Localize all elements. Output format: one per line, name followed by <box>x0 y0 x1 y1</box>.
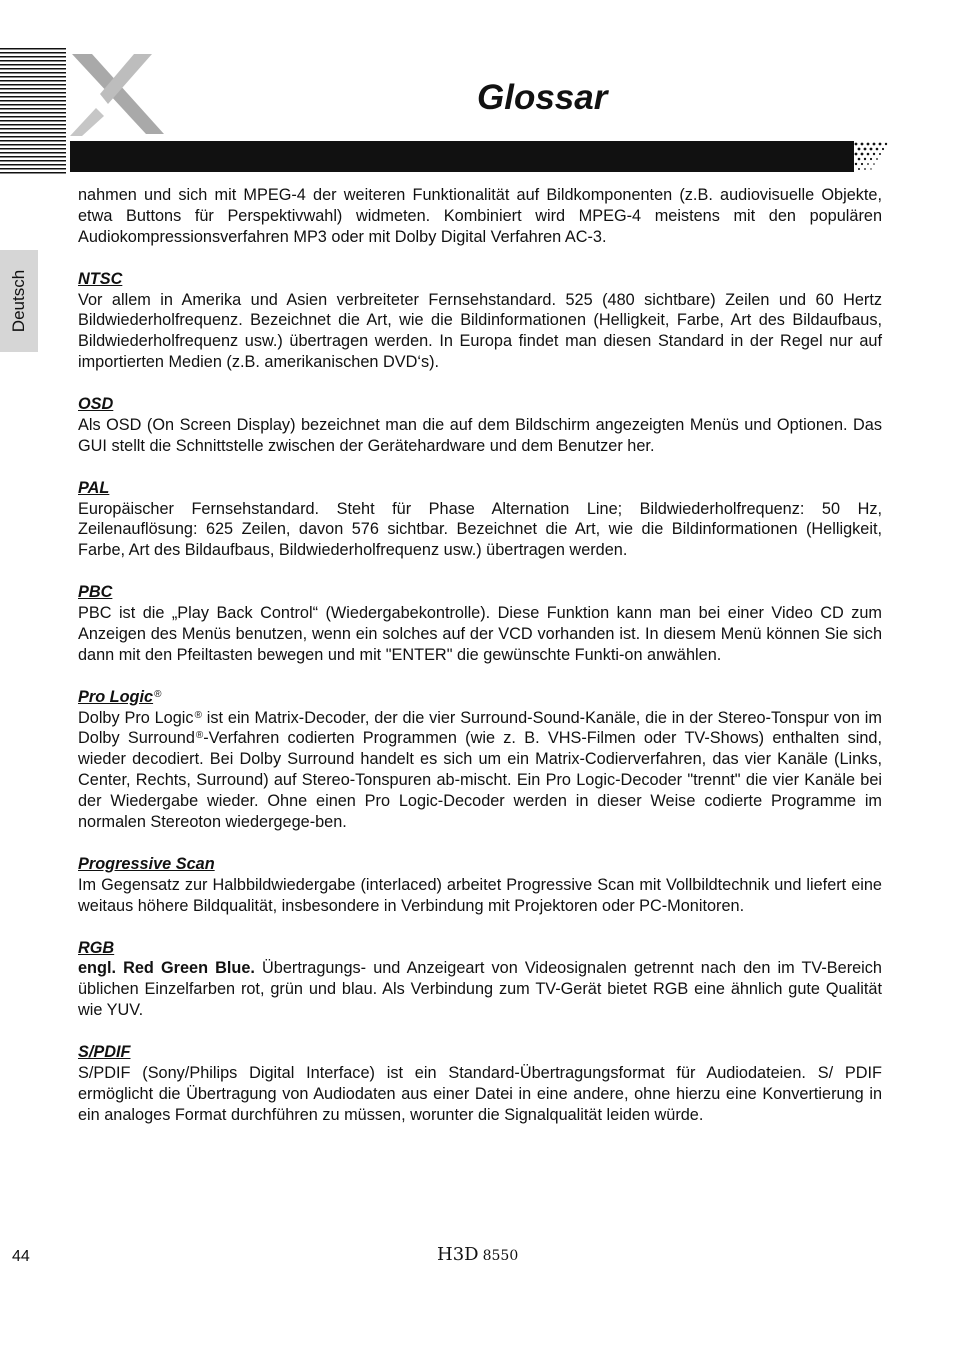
term-definition: S/PDIF (Sony/Philips Digital Interface) ist ein Standard-Übertragungsformat für Audiodateien. S/ PDIF ermöglicht die Übertragung von Audiodaten aus einer Datei in eine andere, ohne hierzu eine Konvertierung in ein analoges Format durchführen zu müssen, worunter die Signalqualität leiden würde. <box>78 1063 882 1124</box>
registered-mark: ® <box>195 730 204 742</box>
language-tab-label: Deutsch <box>9 269 28 333</box>
entry-ntsc <box>78 269 882 374</box>
entry-spdif <box>78 1042 882 1126</box>
entry-progressive-scan <box>78 854 882 917</box>
term-heading: NTSC <box>78 269 123 288</box>
term-definition: Vor allem in Amerika und Asien verbreiteter Fernsehstandard. 525 (480 sichtbare) Zeilen und 60 Hertz Bildwiederholfrequenz. Bezeichnet die Art, wie die Bildinformationen (Helligkeit, Farbe, Art des Bildaufbaus, Bildwiederholfrequenz usw.) übertragen werden. In Europa findet man diesen Standard in der Regel nur auf importierten Medien (z.B. amerikanischen DVD‘s). <box>78 290 882 372</box>
registered-mark: ® <box>194 709 202 721</box>
term-heading: S/PDIF <box>78 1043 131 1062</box>
definition-part: ist ein Matrix-Decoder, der die vier Surround-Sound-Kanäle, die in der Stereo-Tonspur von im Dolby Surround <box>78 708 882 748</box>
term-heading: OSD <box>78 395 114 414</box>
definition-part: Übertragungs- und Anzeigeart von Videosignalen getrennt nach den im TV-Bereich üblichen Einzelfarben rot, grün und blau. Als Verbindung zum TV-Gerät bietet RGB eine ähnlich gute Qualität wie YUV. <box>78 959 882 1020</box>
entry-pal <box>78 478 882 562</box>
dot-pattern-icon <box>852 141 892 172</box>
entry-osd <box>78 394 882 457</box>
entry-pro-logic <box>78 687 882 833</box>
term-definition: Als OSD (On Screen Display) bezeichnet man die auf dem Bildschirm angezeigten Menüs und Optionen. Das GUI stellt die Schnittstelle zwischen der Gerätehardware und dem Benutzer her. <box>78 415 882 455</box>
language-tab <box>0 250 38 352</box>
term-definition <box>78 958 882 1021</box>
term-heading: PBC <box>78 583 113 602</box>
xoro-logo-icon <box>66 52 170 136</box>
term-definition: Im Gegensatz zur Halbbildwiedergabe (interlaced) arbeitet Progressive Scan mit Vollbildtechnik und liefert eine weitaus höhere Bildqualität, insbesondere in Verbindung mit Projektoren oder PC-Monitoren. <box>78 875 882 915</box>
term-definition <box>78 708 882 833</box>
registered-mark: ® <box>154 688 162 700</box>
page-number: 44 <box>12 1248 30 1265</box>
definition-part: -Verfahren codierten Programmen (wie z. B. VHS-Filmen oder TV-Shows) enthalten sind, wieder decodiert. Bei Dolby Surround handelt es sich um ein Matrix-Codierverfahren, das vier Kanäle (Links, Center, Rechts, Surround) auf Stereo-Tonspuren ab-mischt. Ein Pro Logic-Decoder "trennt" die vier Kanäle bei der Wiedergabe wieder. Ohne einen Pro Logic-Decoder werden in dieser Weise codierte Programme im normalen Stereoton wiedergege-ben. <box>78 729 882 832</box>
term-definition: PBC ist die „Play Back Control“ (Wiedergabekontrolle). Diese Funktion kann man bei einer Video CD zum Anzeigen des Menüs benutzen, wenn ein solches auf der VCD vorhanden ist. In diesem Menü können Sie sich dann mit den Pfeiltasten bewegen und mit "ENTER" die gewünschte Funkti-on anwählen. <box>78 604 882 664</box>
term-definition: Europäischer Fernsehstandard. Steht für Phase Alternation Line; Bildwiederholfrequenz: 50 Hz, Zeilenauflösung: 625 Zeilen, davon 576 sichtbar. Bezeichnet die Art, wie die Bildinformationen (Helligkeit, Farbe, Art des Bildaufbaus, Bildwiederholfrequenz usw.) übertragen werden. <box>78 499 882 560</box>
page-title: Glossar <box>477 78 608 117</box>
term-heading: Progressive Scan <box>78 854 215 873</box>
glossary-content <box>78 185 882 1126</box>
term-heading: Pro Logic <box>78 687 154 706</box>
product-brand <box>437 1244 518 1265</box>
decorative-stripes <box>0 48 66 176</box>
entry-rgb <box>78 938 882 1022</box>
term-heading: PAL <box>78 478 110 497</box>
entry-pbc <box>78 582 882 666</box>
definition-part: Dolby Pro Logic <box>78 708 194 727</box>
definition-lead: engl. Red Green Blue. <box>78 959 255 978</box>
intro-paragraph: nahmen und sich mit MPEG-4 der weiteren Funktionalität auf Bildkomponenten (z.B. audiovisuelle Objekte, etwa Buttons für Perspektivwahl) widmeten. Kombiniert wird MPEG-4 meistens mit den populären Audiokompressionsverfahren MP3 oder mit Dolby Digital Verfahren AC-3. <box>78 186 882 246</box>
term-heading: RGB <box>78 938 115 957</box>
model-number: 8550 <box>482 1248 519 1264</box>
title-bar <box>70 141 854 172</box>
brand-name: H3D <box>437 1244 479 1265</box>
